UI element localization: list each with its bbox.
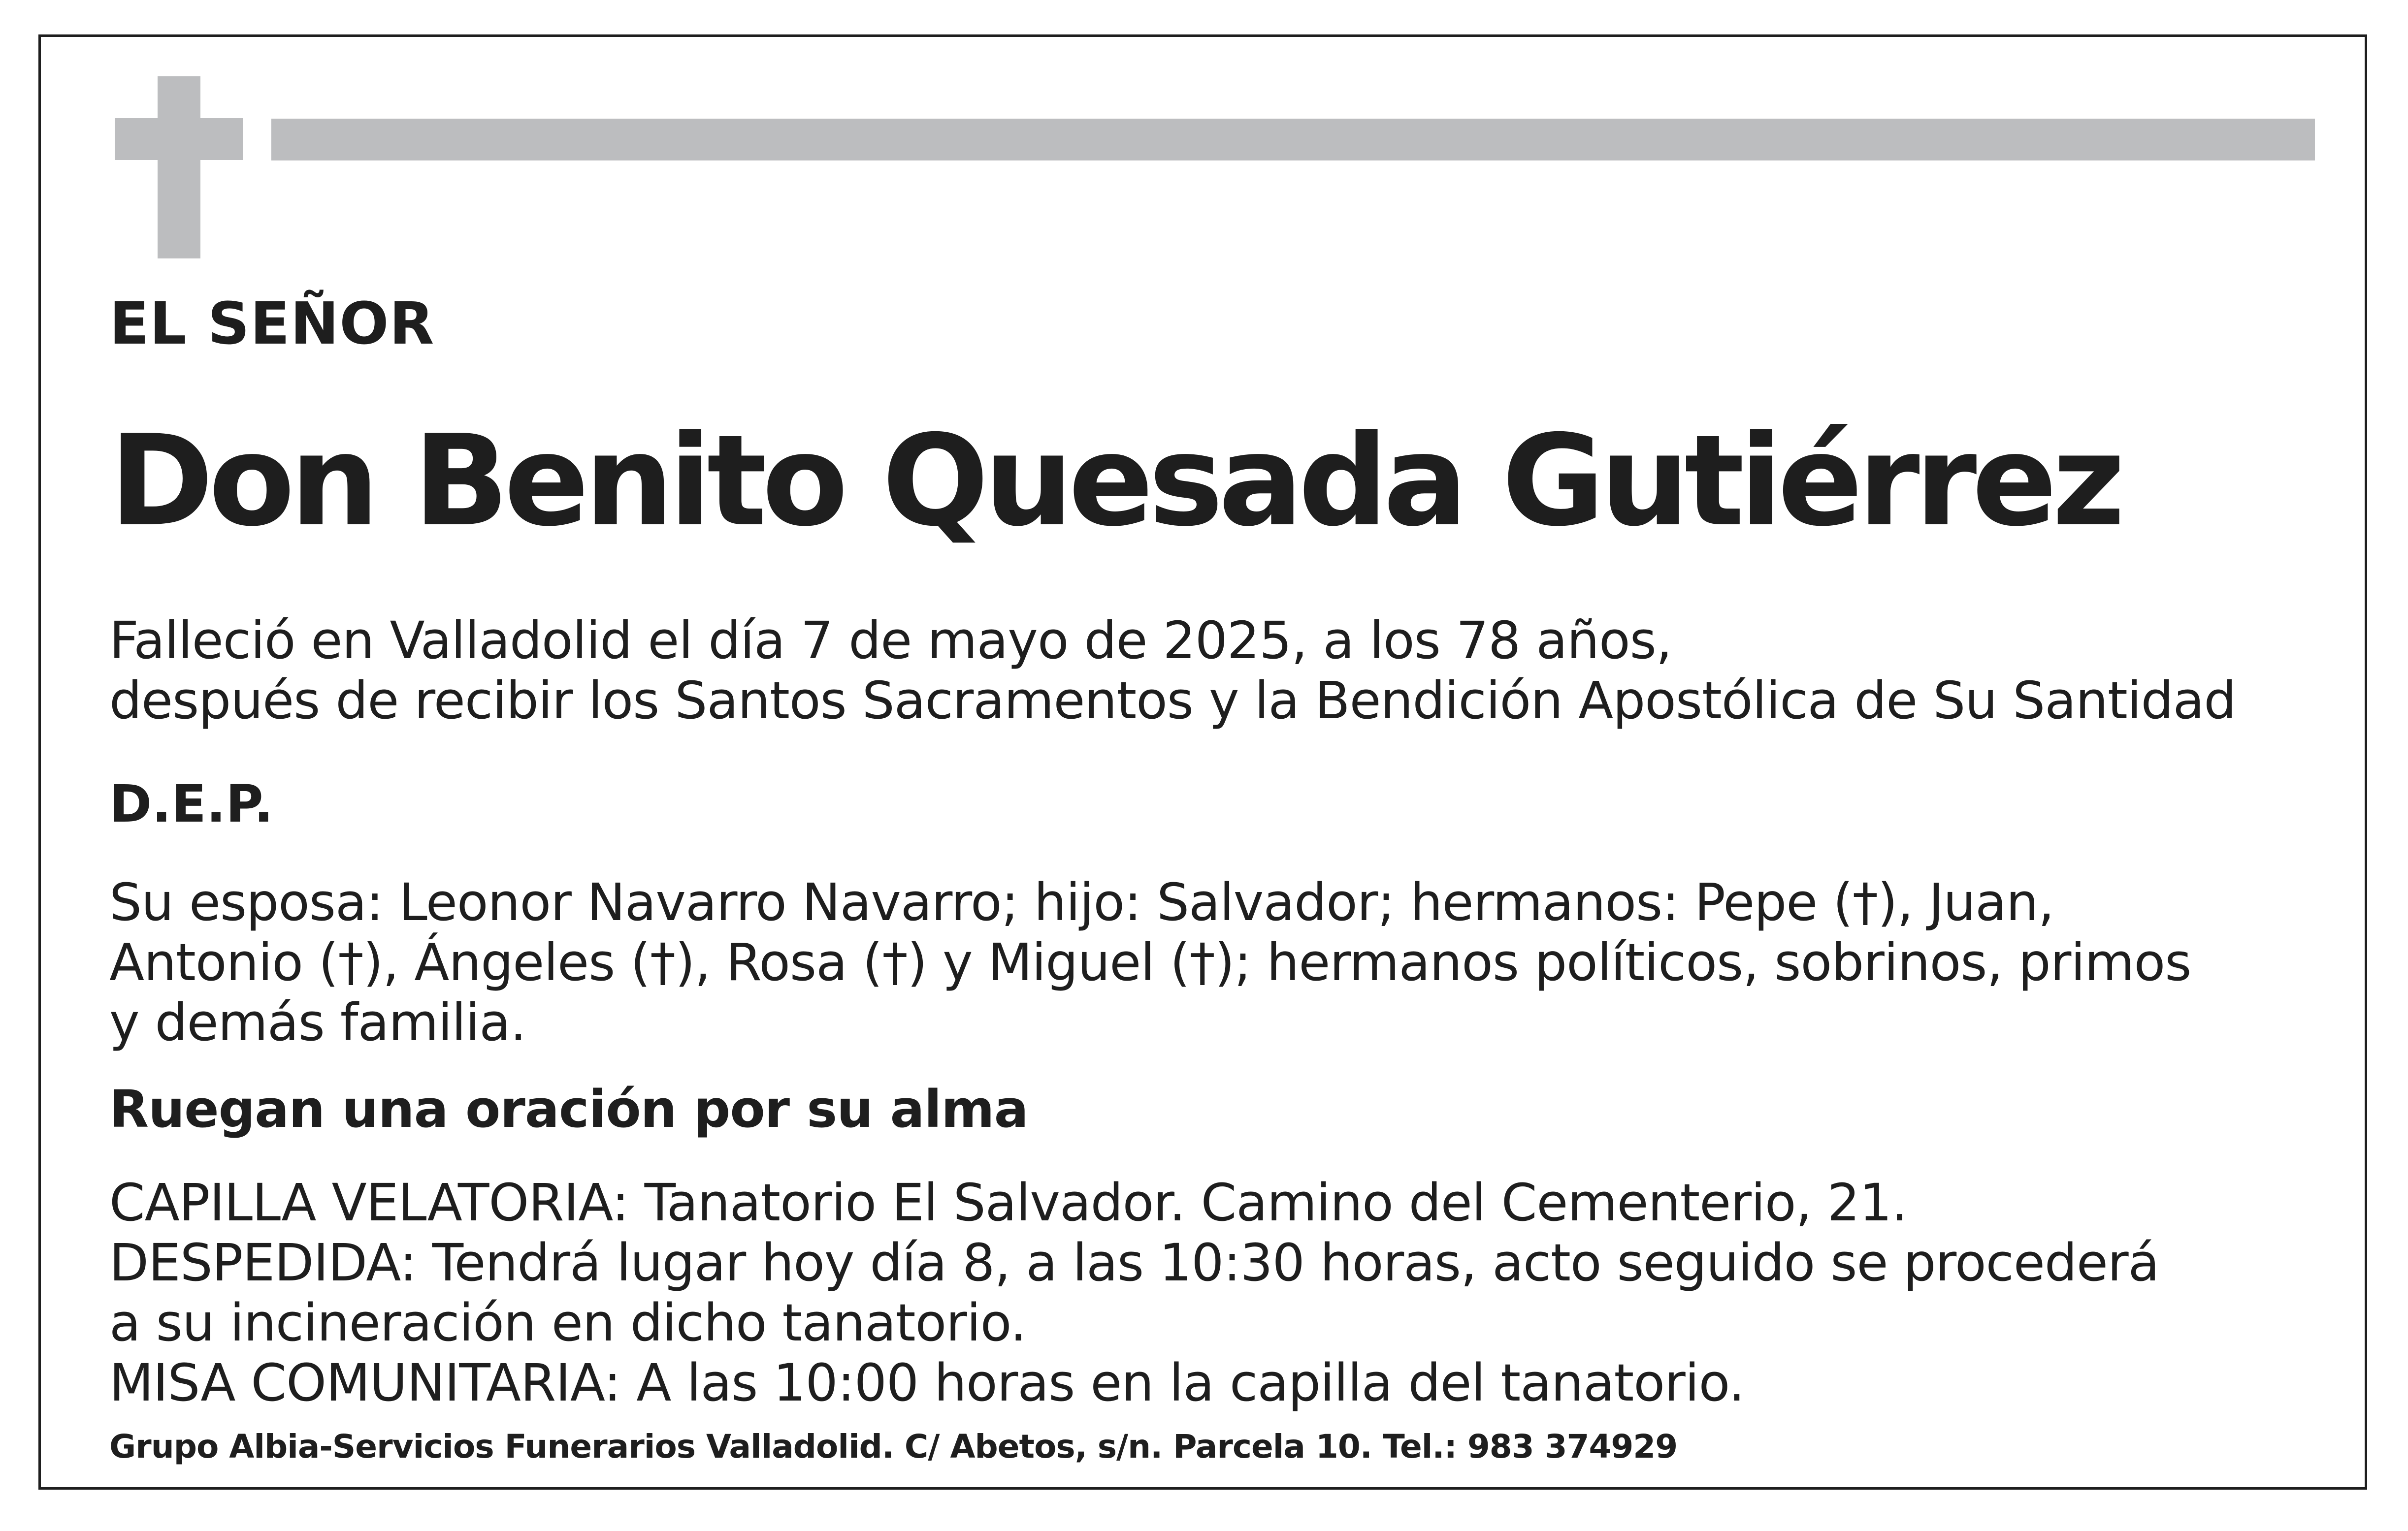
funeral-home-footer: Grupo Albia-Servicios Funerarios Valladolid. C/ Abetos, s/n. Parcela 10. Tel.: 983 374929 [109,1428,1678,1466]
cross-horizontal-bar [115,118,243,160]
family-line: Antonio (†), Ángeles (†), Rosa (†) y Miguel (†); hermanos políticos, sobrinos, primos [109,932,2191,992]
service-line: CAPILLA VELATORIA: Tanatorio El Salvador. Camino del Cementerio, 21. [109,1173,1908,1233]
cross-icon [115,76,243,258]
prayer-request: Ruegan una oración por su alma [109,1079,1028,1139]
header-rule [271,119,2315,160]
family-line: y demás familia. [109,992,526,1053]
service-details [109,1173,2159,1413]
family-list [109,872,2191,1053]
service-line: MISA COMUNITARIA: A las 10:00 horas en la capilla del tanatorio. [109,1353,1745,1413]
death-notice-line: después de recibir los Santos Sacramentos y la Bendición Apostólica de Su Santidad [109,670,2236,731]
dep-label: D.E.P. [109,774,274,834]
family-line: Su esposa: Leonor Navarro Navarro; hijo: Salvador; hermanos: Pepe (†), Juan, [109,872,2054,932]
deceased-name: Don Benito Quesada Gutiérrez [109,408,2120,554]
death-notice-line: Falleció en Valladolid el día 7 de mayo de 2025, a los 78 años, [109,610,1672,670]
honorific-title: EL SEÑOR [109,289,435,357]
death-notice [109,610,2236,731]
service-line: a su incineración en dicho tanatorio. [109,1293,1026,1353]
service-line: DESPEDIDA: Tendrá lugar hoy día 8, a las 10:30 horas, acto seguido se procederá [109,1233,2159,1293]
cross-vertical-bar [158,76,200,258]
